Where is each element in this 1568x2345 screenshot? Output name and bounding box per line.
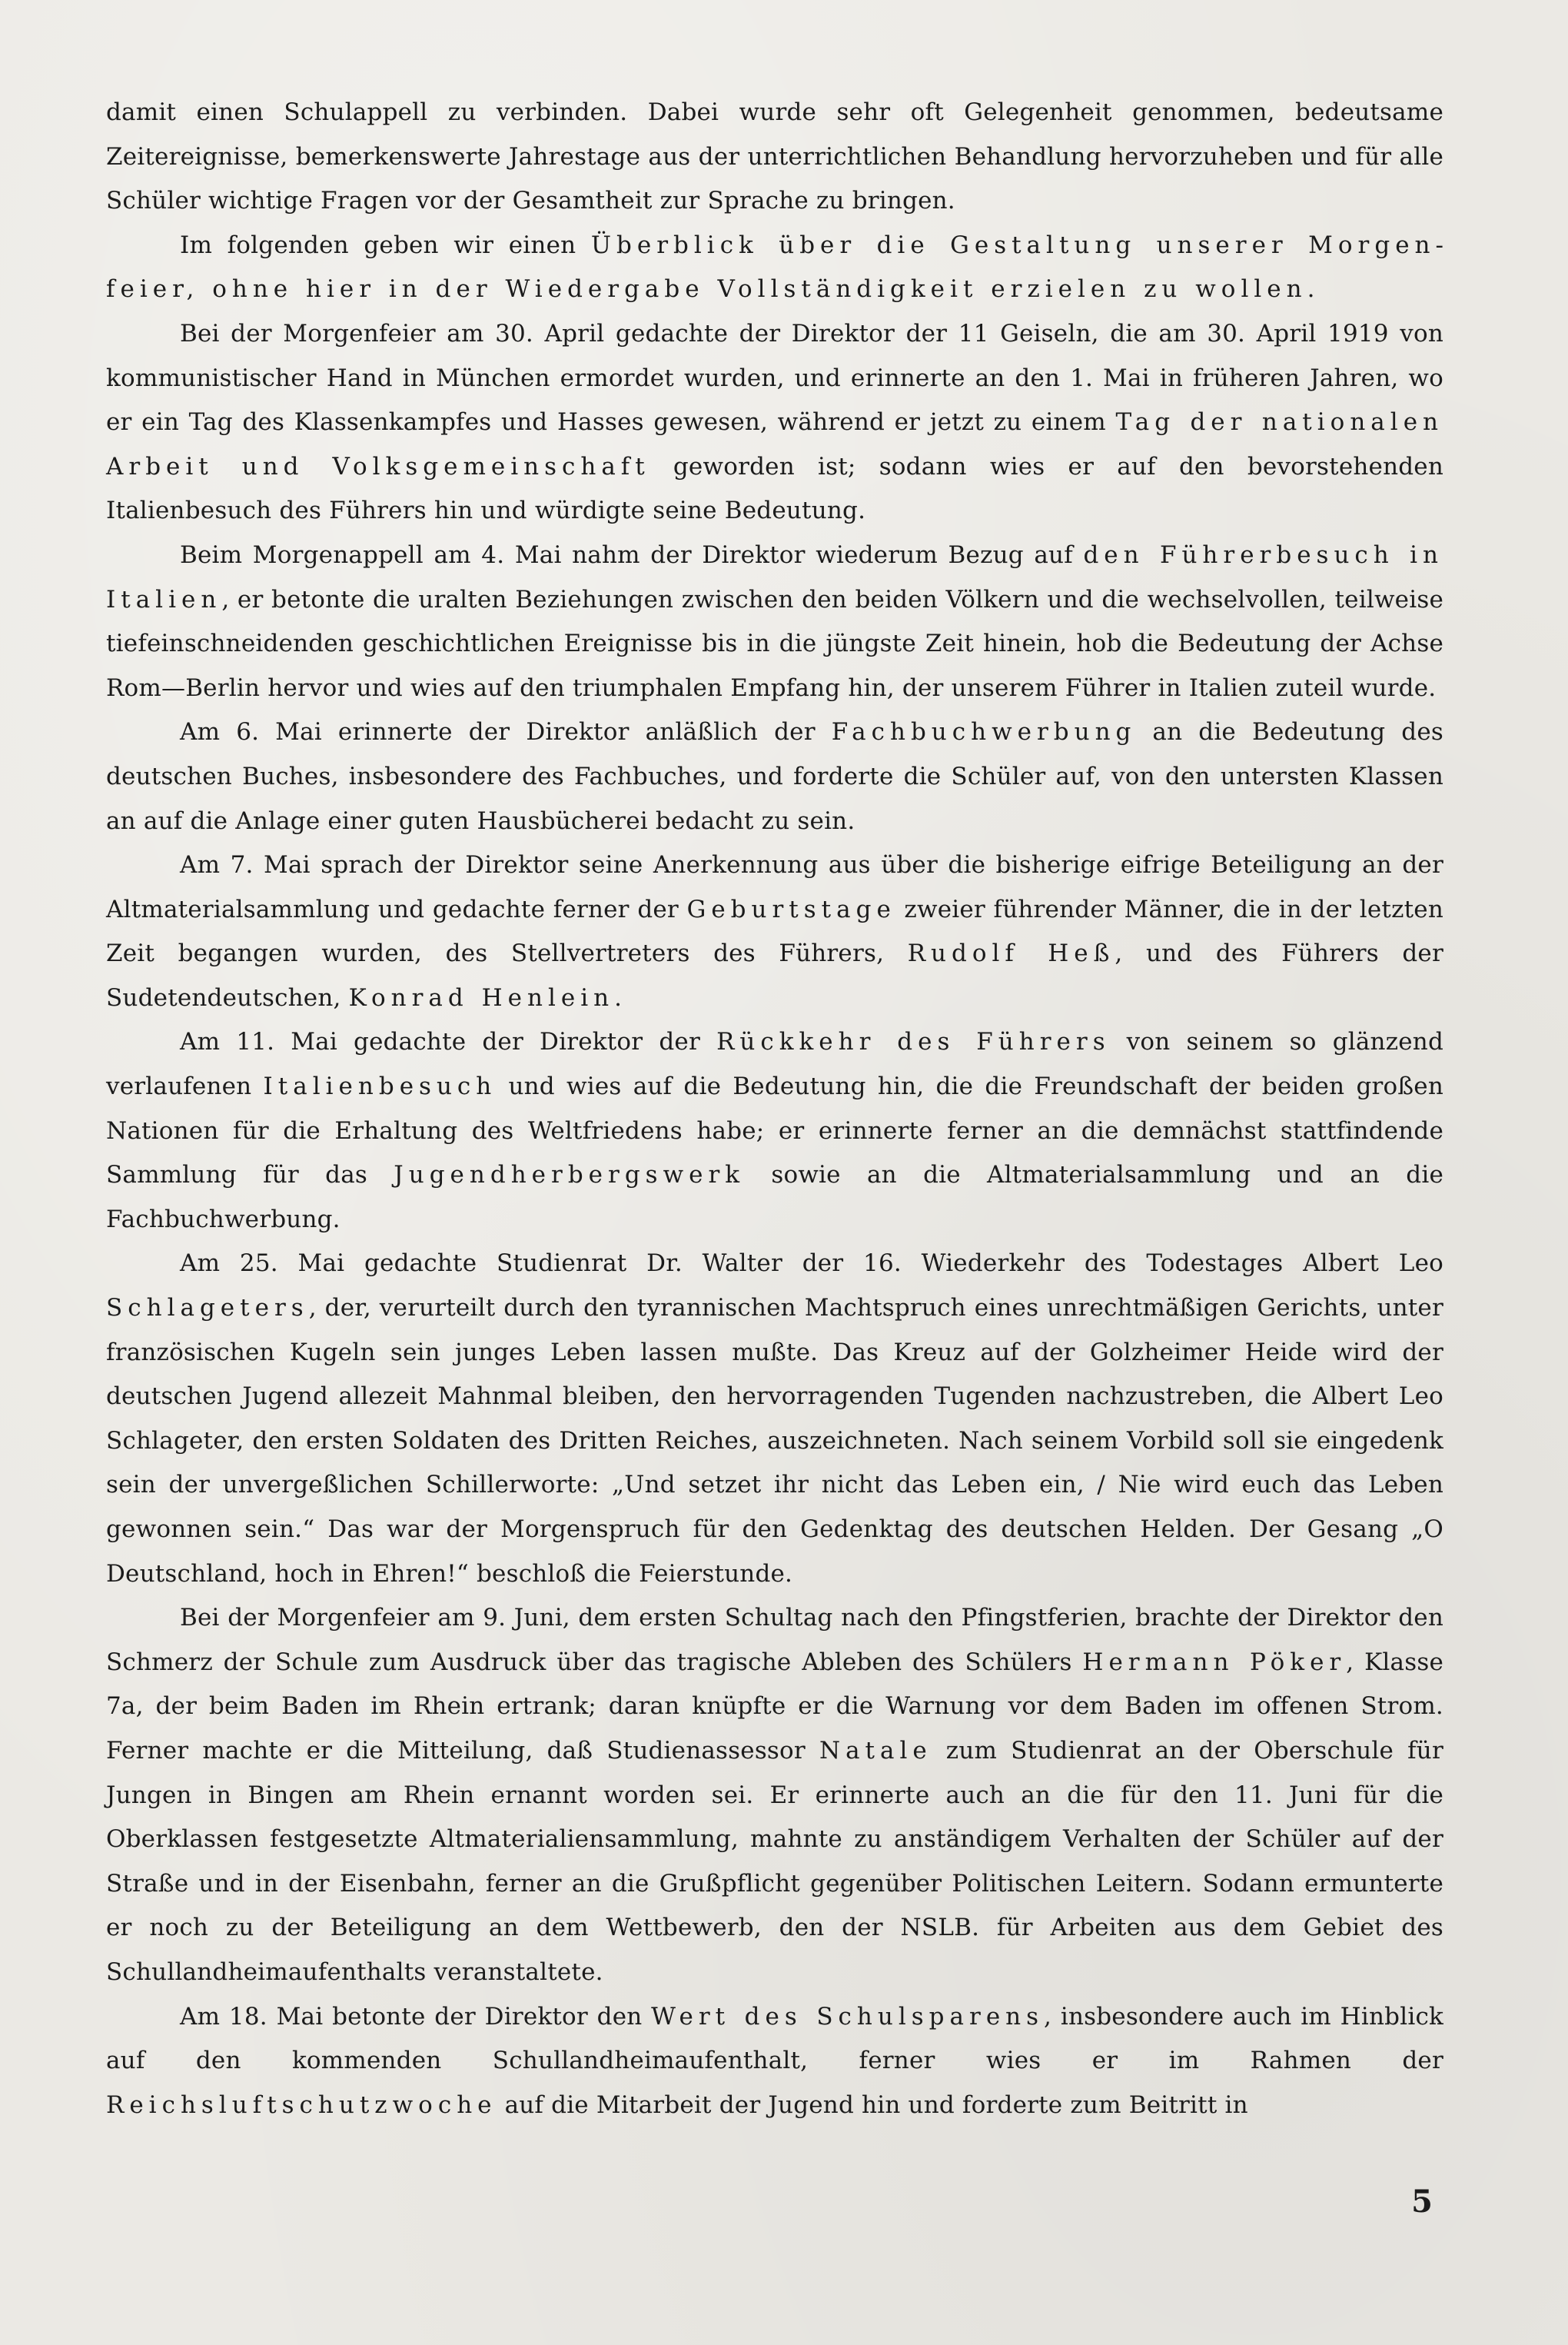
text-run: Am 25. Mai gedachte Studienrat Dr. Walter der 16. Wiederkehr des Todestages Albert Leo [180,1249,1443,1278]
emphasized-text: Fachbuchwerbung [831,718,1137,747]
text-run: Am 18. Mai betonte der Direktor den [180,2002,652,2031]
emphasized-text: Geburtstage [686,895,896,923]
text-run: von seinem so glänzend verlaufenen [106,1028,1443,1101]
text-run: zum Studienrat an der Oberschule für Jungen in Bingen am Rhein ernannt worden sei. Er erinnerte auch an die für den 11. Juni für die Oberklassen festgesetzte Altmaterialiensammlung, mahnte zu anständigem Verhalten der Schüler auf der Straße und in der Eisenbahn, ferner an die Grußpflicht gegenüber Politischen Leitern. Sodann ermunterte er noch zu der Beteiligung an dem Wettbewerb, den der NSLB. für Arbeiten aus dem Gebiet des Schullandheimaufenthalts veranstaltete. [106,1736,1443,1986]
emphasized-text: Rudolf Heß [907,940,1115,968]
paragraph [106,1995,1443,2128]
paragraph [106,843,1443,1020]
text-run: an die Bedeutung des deutschen Buches, insbesondere des Fachbuches, und forderte die Schüler auf, von den untersten Klassen an auf die Anlage einer guten Hausbücherei bedacht zu sein. [106,718,1444,835]
text-run: . [614,983,623,1012]
emphasized-text: Natale [819,1736,932,1765]
emphasized-text: Überblick über die Gestaltung unserer Morgenfeier, ohne hier in der Wiedergabe Vollständigkeit erzielen zu wollen. [106,231,1443,304]
emphasized-text: Reichsluftschutzwoche [106,2091,497,2119]
emphasized-text: Tag der nationalen Arbeit und Volksgemeinschaft [106,408,1444,481]
paragraph [106,312,1443,534]
text-run: Am 6. Mai erinnerte der Direktor anläßlich der [180,718,832,747]
text-run: , insbesondere auch im Hinblick auf den kommenden Schullandheimaufenthalt, ferner wies er im Rahmen der [106,2002,1443,2075]
emphasized-text: Wert des Schulsparens [651,2002,1045,2031]
page-number: 5 [1411,2184,1433,2220]
text-run: zweier führender Männer, die in der letzten Zeit begangen wurden, des Stellvertreters des Führers, [106,895,1443,968]
text-run: sowie an die Altmaterialsammlung und an die Fachbuchwerbung. [106,1161,1444,1233]
paragraph [106,91,1443,224]
text-run: Im folgenden geben wir einen [180,231,591,259]
paragraph [106,1020,1443,1242]
body-text [106,91,1443,2127]
emphasized-text: Hermann Pöker [1082,1648,1347,1676]
emphasized-text: Jugendherbergswerk [394,1161,746,1189]
paragraph [106,1596,1443,1994]
text-run: geworden ist; sodann wies er auf den bevorstehenden Italienbesuch des Führers hin und würdigte seine Bedeutung. [106,452,1443,525]
emphasized-text: Konrad Henlein [348,983,615,1012]
text-run: auf die Mitarbeit der Jugend hin und forderte zum Beitritt in [497,2091,1248,2119]
text-run: , und des Führers der Sudetendeutschen, [106,940,1443,1012]
emphasized-text: Schlageters [106,1294,309,1322]
emphasized-text: Italienbesuch [263,1073,497,1101]
text-run: , der, verurteilt durch den tyrannischen Machtspruch eines unrechtmäßigen Gerichts, unter französischen Kugeln sein junges Leben lassen mußte. Das Kreuz auf der Golzheimer Heide wird der deutschen Jugend allezeit Mahnmal bleiben, den hervorragenden Tugenden nachzustreben, die Albert Leo Schlageter, den ersten Soldaten des Dritten Reiches, auszeichneten. Nach seinem Vorbild soll sie eingedenk sein der unvergeßlichen Schillerworte: „Und setzet ihr nicht das Leben ein, / Nie wird euch das Leben gewonnen sein.“ Das war der Morgenspruch für den Gedenktag des deutschen Helden. Der Gesang „O Deutschland, hoch in Ehren!“ beschloß die Feierstunde. [106,1294,1443,1588]
text-run: , er betonte die uralten Beziehungen zwischen den beiden Völkern und die wechselvollen, teilweise tiefeinschneidenden geschichtlichen Ereignisse bis in die jüngste Zeit hinein, hob die Bedeutung der Achse Rom—Berlin hervor und wies auf den triumphalen Empfang hin, der unserem Führer in Italien zuteil wurde. [106,585,1443,702]
paragraph [106,224,1443,312]
emphasized-text: Rückkehr des Führers [716,1028,1111,1056]
text-run: Bei der Morgenfeier am 9. Juni, dem ersten Schultag nach den Pfingstferien, brachte der Direktor den Schmerz der Schule zum Ausdruck über das tragische Ableben des Schülers [106,1604,1443,1676]
text-run: Am 11. Mai gedachte der Direktor der [180,1028,717,1056]
paragraph [106,1242,1443,1596]
paragraph [106,710,1443,843]
text-run: Bei der Morgenfeier am 30. April gedachte der Direktor der 11 Geiseln, die am 30. April 1919 von kommunistischer Hand in München ermordet wurden, und erinnerte an den 1. Mai in früheren Jahren, wo er ein Tag des Klassenkampfes und Hasses gewesen, während er jetzt zu einem [106,319,1443,437]
text-run: damit einen Schulappell zu verbinden. Dabei wurde sehr oft Gelegenheit genommen, bedeutsame Zeitereignisse, bemerkenswerte Jahrestage aus der unterrichtlichen Behandlung hervorzuheben und für alle Schüler wichtige Fragen vor der Gesamtheit zur Sprache zu bringen. [106,98,1443,215]
emphasized-text: den Führerbesuch in Italien [106,541,1443,614]
text-run: und wies auf die Bedeutung hin, die die Freundschaft der beiden großen Nationen für die Erhaltung des Weltfriedens habe; er erinnerte ferner an die demnächst stattfindende Sammlung für das [106,1073,1443,1189]
text-run: , Klasse 7a, der beim Baden im Rhein ertrank; daran knüpfte er die Warnung vor dem Baden im offenen Strom. Ferner machte er die Mitteilung, daß Studienassessor [106,1648,1443,1765]
paragraph [106,534,1443,710]
text-run: Beim Morgenappell am 4. Mai nahm der Direktor wiederum Bezug auf [180,541,1084,569]
text-run: Am 7. Mai sprach der Direktor seine Anerkennung aus über die bisherige eifrige Beteiligung an der Altmaterialsammlung und gedachte ferner der [106,851,1443,923]
